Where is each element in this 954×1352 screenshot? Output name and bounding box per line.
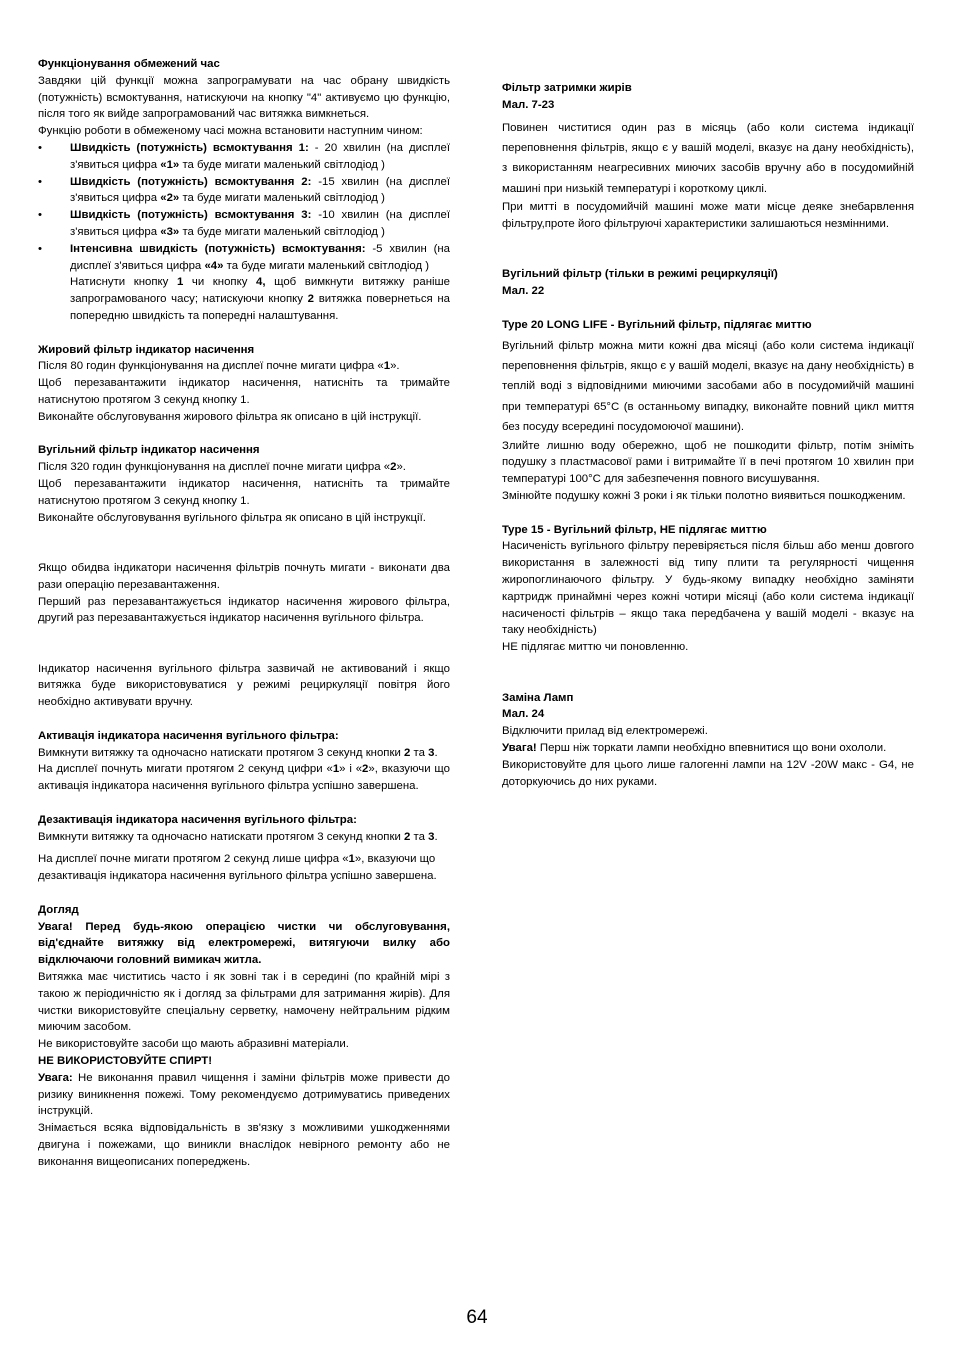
list-item: • Швидкість (потужність) всмоктування 3: -10 хвилин (на дисплеї з'явиться цифра «3» та буде мигати маленький світлодiод ) [38, 207, 450, 241]
paragraph: Увага: Не виконання правил чищення і заміни фільтрів може привести до ризику виникнення пожежі. Тому рекомендуємо дотримуватись приведених інструкцій. [38, 1071, 450, 1118]
list-item: • Швидкість (потужність) всмоктування 2: -15 хвилин (на дисплеї з'явиться цифра «2» та буде мигати маленький світлодiод ) [38, 174, 450, 208]
paragraph: Знімається всяка відповідальність в зв'язку з можливими ушкодженнями двигуна і пожежами, що виникли внаслідок невірного ремонту або не виконання вищеописаних попереджень. [38, 1122, 450, 1168]
figure-ref: Мал. 22 [502, 285, 545, 298]
paragraph: Індикатор насичення вугільного фільтра зазвичай не активований і якщо витяжка буде використовуватися у режимі рециркуляції повітря його необхідно активувати вручну. [38, 662, 450, 709]
paragraph: На дисплеї почне мигати протягом 2 секунд лише цифра «1», вказуючи що дезактивація індикатора насичення вугільного фільтра успішно завершена. [38, 853, 437, 883]
page-number: 64 [466, 1307, 488, 1328]
section-title: Type 15 - Вугільний фільтр, НЕ підлягає миттю [502, 523, 767, 536]
paragraph: НЕ підлягає миттю чи поновленню. [502, 641, 689, 654]
paragraph: Перший раз перезавантажується індикатор насичення жирового фільтра, другий раз перезавантажується індикатор насичення вугільного фільтра. [38, 595, 450, 625]
paragraph: Якщо обидва індикатори насичення фільтрів почнуть мигати - виконати два рази операцію перезавантаження. [38, 561, 450, 591]
paragraph: Вимкнути витяжку та одночасно натискати протягом 3 секунд кнопки 2 та 3. [38, 746, 438, 759]
paragraph: НЕ ВИКОРИСТОВУЙТЕ СПИРТ! [38, 1055, 213, 1068]
section-title: Дезактивація індикатора насичення вугільного фільтра: [38, 813, 357, 826]
paragraph: Вугільний фільтр можна мити кожні два місяці (або коли система індикації переповнення фільтрів, якщо є у вашій моделі, вказує на дану необхідність) в теплій воді з відповідними миючими засобами або в посудомийчій машині при температурі 65°C (в останньому випадку, виконайте повний цикл миття без посуду всередині посудомоючої машини). [502, 339, 914, 434]
section-title: Догляд [38, 903, 79, 916]
speed-list [38, 140, 450, 274]
right-column [502, 80, 914, 790]
paragraph: Відключити прилад від електромережі. [502, 725, 708, 738]
paragraph: Після 80 годин функціонування на дисплеї почне мигати цифра «1». [38, 360, 400, 373]
section-title: Фільтр затримки жирів [502, 82, 632, 94]
paragraph: Щоб перезавантажити індикатор насичення, натисніть та тримайте натиснутою протягом 3 секунд кнопку 1. [38, 377, 450, 406]
list-item: • Швидкість (потужність) всмоктування 1: - 20 хвилин (на дисплеї з'явиться цифра «1» та буде мигати маленький світлодiод ) [38, 140, 450, 174]
paragraph: Функцію роботи в обмеженому часі можна встановити наступним чином: [38, 125, 423, 138]
figure-ref: Мал. 7-23 [502, 98, 555, 111]
paragraph: Увага! Перш ніж торкати лампи необхідно впевнитися що вони охололи. [502, 741, 887, 754]
paragraph: Витяжка має чиститись часто і як зовні так і в середині (по крайній мірі з такою ж періодичністю як і догляд за фільтрами для затримання жирів). Для чистки використовуйте спеціальну серветку, намочену нейтральним рідким миючим засобом. [38, 971, 450, 1034]
section-title: Type 20 LONG LIFE - Вугільний фільтр, підлягає миттю [502, 318, 812, 331]
paragraph: Повинен чиститися один раз в місяць (або коли система індикації переповнення фільтрів, якщо є у вашій моделі, вказує на дану необхідність), з використанням неагресивних миючих засобів вручну або в посудомийній машині при низькій температурі і короткому циклі. [502, 121, 914, 195]
paragraph: На дисплеї почнуть мигати протягом 2 секунд цифри «1» і «2», вказуючи що активація індикатора насичення вугільного фільтра успішно завершена. [38, 763, 450, 793]
left-column [38, 56, 450, 1171]
section-title: Жировий фільтр індикатор насичення [38, 343, 255, 356]
paragraph: Змінюйте подушку кожні 3 роки і як тільки полотно виявиться пошкодженим. [502, 490, 906, 503]
paragraph: Виконайте обслуговування вугільного фільтра як описано в цій інструкції. [38, 511, 426, 524]
section-title: Активація індикатора насичення вугільного фільтра: [38, 729, 339, 742]
paragraph: Насиченість вугільного фільтру перевіряється після більш або менш довгого використання в залежності від типу плити та регулярності чищення жиропоглинаючого фільтру. У будь-якому випадку необхідно заміняти картридж принаймні через кожні чотири місяці (або коли система індикації насиченості фільтрів – якщо така передбачена у вашій моделі - вказує на таку необхідність) [502, 540, 914, 637]
section-title: Вугільний фільтр (тільки в режимі рециркуляції) [502, 268, 778, 281]
paragraph: Виконайте обслуговування жирового фільтра як описано в цій інструкції. [38, 410, 422, 423]
list-item: • Інтенсивна швидкість (потужність) всмоктування: -5 хвилин (на дисплеї з'явиться цифра «4» та буде мигати маленький світлодiод ) [38, 241, 450, 275]
paragraph: Вимкнути витяжку та одночасно натискати протягом 3 секунд кнопки 2 та 3. [38, 830, 438, 843]
paragraph: Після 320 годин функціонування на дисплеї почне мигати цифра «2». [38, 461, 406, 474]
paragraph: Натиснути кнопку 1 чи кнопку 4, щоб вимкнути витяжку раніше запрограмованого часу; натискуючи кнопку 2 витяжка повернеться на попередню швидкість та попередні налаштування. [70, 276, 451, 322]
paragraph: Завдяки цій функції можна запрограмувати на час обрану швидкість (потужність) всмоктування, натискуючи на кнопку "4" активуємо цю функцію, після того як вийде запрограмований час витяжка вимкнеться. [38, 74, 450, 121]
section-title: Вугільний фільтр індикатор насичення [38, 444, 260, 457]
warning: Увага! Перед будь-якою операцією чистки чи обслуговування, від'єднайте витяжку від електромережі, витягуючи вилку або відключаючи головний вимикач житла. [38, 920, 450, 967]
section-title: Заміна Ламп [502, 691, 574, 704]
paragraph: Злийте лишню воду обережно, щоб не пошкодити фільтр, потім зніміть подушку з пластмасової рами і витримайте її в печі протягом 10 хвилин при температурі 100°C для забезпечення повного висушування. [502, 439, 914, 486]
paragraph: При митті в посудомийчій машині може мати місце деяке знебарвлення фільтру,проте його фільтруючі характеристики залишаються незмінними. [502, 201, 914, 231]
paragraph: Не використовуйте засоби що мають абразивні матеріали. [38, 1038, 349, 1051]
section-title: Функціонування обмежений час [38, 58, 220, 70]
paragraph: Щоб перезавантажити індикатор насичення, натисніть та тримайте натиснутою протягом 3 секунд кнопку 1. [38, 477, 450, 507]
figure-ref: Мал. 24 [502, 708, 545, 721]
paragraph: Використовуйте для цього лише галогенні лампи на 12V -20W макс - G4, не доторкуючись до них руками. [502, 758, 914, 788]
